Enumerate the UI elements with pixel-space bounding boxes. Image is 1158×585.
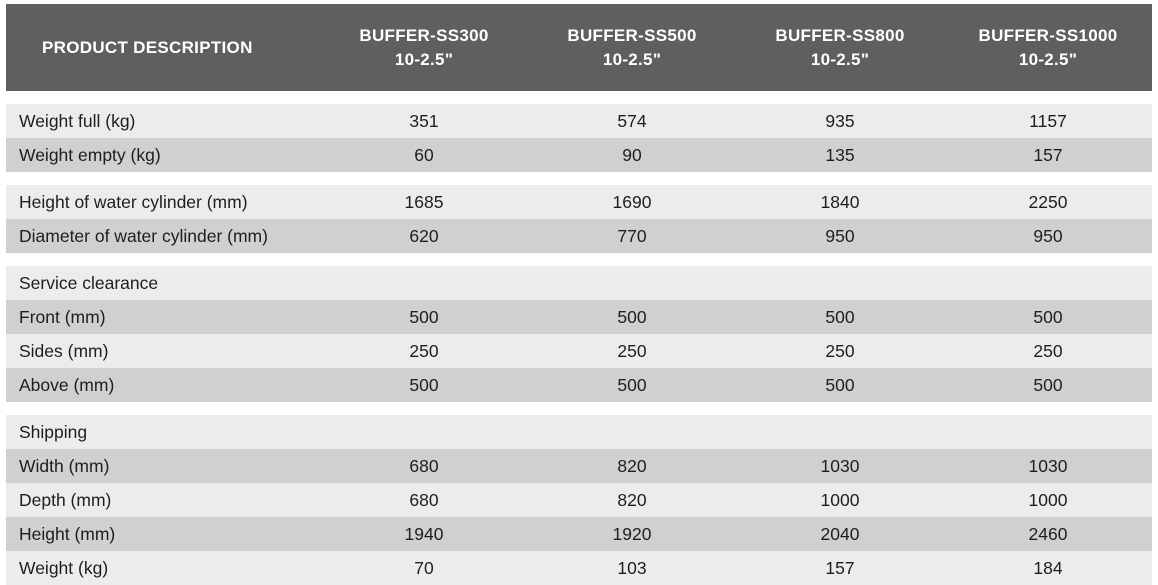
group-weights	[6, 104, 1152, 172]
cell-value: 950	[1033, 225, 1063, 246]
cell-value: 1030	[820, 455, 860, 476]
cell-value: 620	[409, 225, 439, 246]
cell-value: 250	[617, 340, 647, 361]
table-row	[6, 334, 1152, 368]
cell-value: 500	[617, 306, 647, 327]
cell-value: 935	[825, 110, 855, 131]
cell-value: 103	[617, 557, 647, 578]
table-row	[6, 551, 1152, 585]
table-row	[6, 266, 1152, 300]
row-label: Sides (mm)	[19, 340, 109, 361]
cell-value: 184	[1033, 557, 1063, 578]
cell-value: 60	[414, 144, 434, 165]
table-row	[6, 415, 1152, 449]
cell-value: 680	[409, 489, 439, 510]
header-model-ss500: BUFFER-SS500 10-2.5"	[567, 25, 697, 69]
table-row	[6, 368, 1152, 402]
table-row	[6, 219, 1152, 253]
cell-value: 157	[1033, 144, 1063, 165]
header-model-ss800: BUFFER-SS800 10-2.5"	[775, 25, 905, 69]
cell-value: 1000	[1028, 489, 1068, 510]
table-row	[6, 138, 1152, 172]
row-label: Weight empty (kg)	[19, 144, 161, 165]
cell-value: 574	[617, 110, 647, 131]
cell-value: 250	[409, 340, 439, 361]
cell-value: 500	[409, 374, 439, 395]
cell-value: 1920	[612, 523, 652, 544]
table-row	[6, 449, 1152, 483]
cell-value: 1000	[820, 489, 860, 510]
spec-table	[6, 4, 1152, 585]
row-label: Height of water cylinder (mm)	[19, 191, 248, 212]
cell-value: 500	[1033, 306, 1063, 327]
row-label: Front (mm)	[19, 306, 106, 327]
table-row	[6, 300, 1152, 334]
row-label: Depth (mm)	[19, 489, 112, 510]
group-service-clearance	[6, 266, 1152, 402]
cell-value: 2250	[1028, 191, 1068, 212]
cell-value: 1030	[1028, 455, 1068, 476]
header-model-ss1000: BUFFER-SS1000 10-2.5"	[978, 25, 1118, 69]
cell-value: 500	[825, 374, 855, 395]
cell-value: 250	[1033, 340, 1063, 361]
cell-value: 135	[825, 144, 855, 165]
cell-value: 351	[409, 110, 439, 131]
header-product-description: PRODUCT DESCRIPTION	[42, 37, 253, 57]
table-row	[6, 483, 1152, 517]
row-label: Weight full (kg)	[19, 110, 136, 131]
cell-value: 500	[617, 374, 647, 395]
row-label: Weight (kg)	[19, 557, 109, 578]
row-label: Height (mm)	[19, 523, 116, 544]
cell-value: 2040	[820, 523, 860, 544]
cell-value: 820	[617, 489, 647, 510]
section-title: Shipping	[19, 421, 88, 442]
section-title: Service clearance	[19, 272, 159, 293]
cell-value: 1840	[820, 191, 860, 212]
cell-value: 820	[617, 455, 647, 476]
cell-value: 157	[825, 557, 855, 578]
cell-value: 500	[409, 306, 439, 327]
cell-value: 950	[825, 225, 855, 246]
cell-value: 500	[825, 306, 855, 327]
cell-value: 250	[825, 340, 855, 361]
table-row	[6, 517, 1152, 551]
table-header	[6, 4, 1152, 91]
cell-value: 500	[1033, 374, 1063, 395]
cell-value: 1157	[1029, 110, 1067, 131]
group-shipping	[6, 415, 1152, 585]
table-row	[6, 104, 1152, 138]
cell-value: 90	[622, 144, 642, 165]
cell-value: 1685	[404, 191, 444, 212]
row-label: Above (mm)	[19, 374, 115, 395]
row-label: Diameter of water cylinder (mm)	[19, 225, 268, 246]
cell-value: 1940	[404, 523, 444, 544]
cell-value: 770	[617, 225, 647, 246]
table-row	[6, 185, 1152, 219]
cell-value: 70	[414, 557, 434, 578]
group-water-cylinder	[6, 185, 1152, 253]
cell-value: 680	[409, 455, 439, 476]
cell-value: 1690	[612, 191, 652, 212]
row-label: Width (mm)	[19, 455, 110, 476]
cell-value: 2460	[1028, 523, 1068, 544]
header-model-ss300: BUFFER-SS300 10-2.5"	[359, 25, 489, 69]
